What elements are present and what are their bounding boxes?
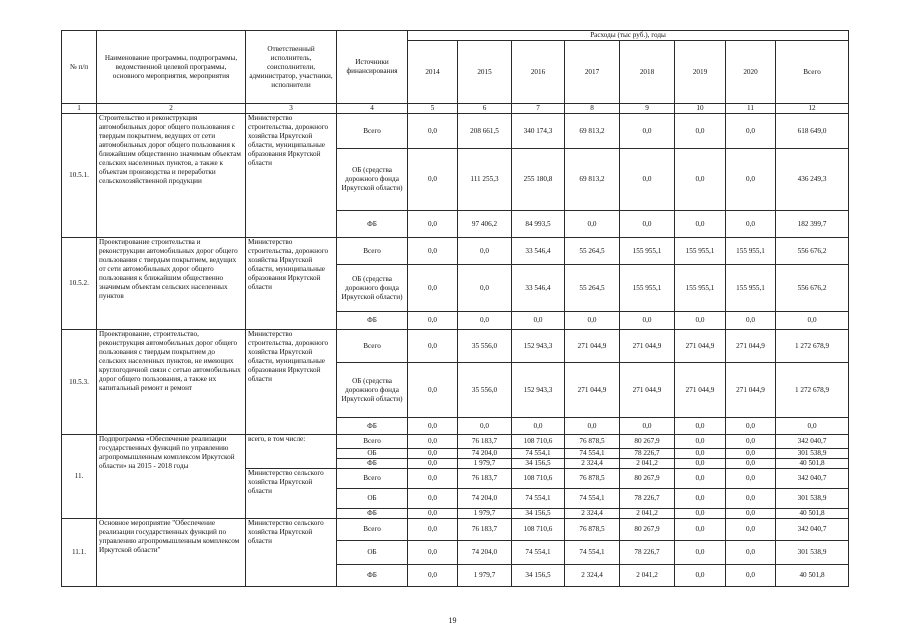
amount-cell: 108 710,6: [512, 435, 565, 449]
header-total: Всего: [776, 41, 849, 104]
funding-source: ОБ: [337, 489, 408, 509]
header-year: 2017: [565, 41, 620, 104]
amount-cell: 34 156,5: [512, 565, 565, 587]
column-index: 11: [726, 104, 776, 114]
amount-cell: 0,0: [726, 449, 776, 459]
row-number: 11.1.: [62, 519, 97, 587]
amount-cell: 78 226,7: [620, 489, 675, 509]
amount-cell: 76 878,5: [565, 435, 620, 449]
amount-cell: 0,0: [675, 211, 726, 238]
amount-cell: 0,0: [726, 418, 776, 435]
funding-source: ФБ: [337, 418, 408, 435]
amount-cell: 0,0: [408, 418, 458, 435]
column-index: 8: [565, 104, 620, 114]
program-name: Проектирование, строительство, реконструкция автомобильных дорог общего пользования с твердым покрытием до сельских населенных пунктов, не имеющих круглогодичной связи с сетью автомобильных дорог общего пользования, а также их капитальный ремонт и ремонт: [97, 330, 246, 435]
program-name: Проектирование строительства и реконструкции автомобильных дорог общего пользования с твердым покрытием, ведущих от сети автомобильных дорог общего пользования к ближайшим общественно значимым объектам сельских населенных пунктов: [97, 238, 246, 330]
amount-cell: 74 554,1: [512, 541, 565, 565]
amount-cell: 0,0: [776, 312, 849, 330]
amount-cell: 152 943,3: [512, 330, 565, 363]
amount-cell: 40 501,8: [776, 565, 849, 587]
program-name: Строительство и реконструкция автомобильных дорог общего пользования с твердым покрытием, ведущих от сети автомобильных дорог общего пользования к ближайшим общественно значимым объектам сельских населенных пунктов, а также к объектам производства и переработки сельскохозяйственной продукции: [97, 114, 246, 238]
amount-cell: 301 538,9: [776, 489, 849, 509]
funding-source: ОБ (средства дорожного фонда Иркутской области): [337, 265, 408, 312]
amount-cell: 0,0: [675, 509, 726, 519]
funding-source: Всего: [337, 330, 408, 363]
amount-cell: 78 226,7: [620, 449, 675, 459]
amount-cell: 271 044,9: [565, 363, 620, 418]
amount-cell: 271 044,9: [565, 330, 620, 363]
funding-source: ФБ: [337, 459, 408, 469]
amount-cell: 0,0: [408, 489, 458, 509]
responsible-executor: Министерство сельского хозяйства Иркутской области: [246, 519, 337, 587]
amount-cell: 0,0: [408, 509, 458, 519]
amount-cell: 0,0: [408, 565, 458, 587]
amount-cell: 2 041,2: [620, 565, 675, 587]
amount-cell: 342 040,7: [776, 435, 849, 449]
amount-cell: 271 044,9: [675, 330, 726, 363]
amount-cell: 0,0: [408, 238, 458, 265]
amount-cell: 342 040,7: [776, 519, 849, 541]
amount-cell: 0,0: [675, 459, 726, 469]
amount-cell: 97 406,2: [458, 211, 512, 238]
amount-cell: 35 556,0: [458, 363, 512, 418]
amount-cell: 74 204,0: [458, 489, 512, 509]
amount-cell: 80 267,9: [620, 519, 675, 541]
amount-cell: 33 546,4: [512, 238, 565, 265]
amount-cell: 0,0: [408, 519, 458, 541]
funding-source: ФБ: [337, 509, 408, 519]
amount-cell: 69 813,2: [565, 114, 620, 149]
amount-cell: 0,0: [408, 265, 458, 312]
amount-cell: 271 044,9: [726, 330, 776, 363]
amount-cell: 556 676,2: [776, 238, 849, 265]
amount-cell: 2 324,4: [565, 459, 620, 469]
funding-source: Всего: [337, 519, 408, 541]
amount-cell: 155 955,1: [726, 265, 776, 312]
header-year: 2018: [620, 41, 675, 104]
funding-source: ФБ: [337, 312, 408, 330]
amount-cell: 436 249,3: [776, 149, 849, 211]
amount-cell: 155 955,1: [726, 238, 776, 265]
amount-cell: 74 554,1: [565, 489, 620, 509]
column-index: 10: [675, 104, 726, 114]
amount-cell: 155 955,1: [675, 265, 726, 312]
amount-cell: 182 399,7: [776, 211, 849, 238]
amount-cell: 80 267,9: [620, 469, 675, 489]
amount-cell: 0,0: [408, 363, 458, 418]
responsible-executor: Министерство строительства, дорожного хозяйства Иркутской области, муниципальные образования Иркутской области: [246, 330, 337, 435]
amount-cell: 208 661,5: [458, 114, 512, 149]
amount-cell: 0,0: [675, 418, 726, 435]
amount-cell: 40 501,8: [776, 459, 849, 469]
funding-source: Всего: [337, 469, 408, 489]
amount-cell: 76 183,7: [458, 469, 512, 489]
funding-source: ОБ: [337, 449, 408, 459]
amount-cell: 76 878,5: [565, 519, 620, 541]
column-index: 7: [512, 104, 565, 114]
amount-cell: 0,0: [408, 114, 458, 149]
amount-cell: 74 204,0: [458, 541, 512, 565]
amount-cell: 0,0: [726, 459, 776, 469]
amount-cell: 0,0: [675, 541, 726, 565]
amount-cell: 0,0: [512, 418, 565, 435]
funding-source: ОБ (средства дорожного фонда Иркутской области): [337, 149, 408, 211]
amount-cell: 0,0: [726, 541, 776, 565]
column-index: 9: [620, 104, 675, 114]
amount-cell: 0,0: [620, 114, 675, 149]
amount-cell: 1 272 678,9: [776, 330, 849, 363]
amount-cell: 2 324,4: [565, 509, 620, 519]
responsible-executor: Министерство строительства, дорожного хозяйства Иркутской области, муниципальные образования Иркутской области: [246, 114, 337, 238]
amount-cell: 34 156,5: [512, 509, 565, 519]
amount-cell: 0,0: [408, 459, 458, 469]
row-number: 10.5.1.: [62, 114, 97, 238]
amount-cell: 80 267,9: [620, 435, 675, 449]
amount-cell: 2 041,2: [620, 459, 675, 469]
amount-cell: 78 226,7: [620, 541, 675, 565]
amount-cell: 618 649,0: [776, 114, 849, 149]
amount-cell: 0,0: [512, 312, 565, 330]
amount-cell: 55 264,5: [565, 238, 620, 265]
amount-cell: 76 878,5: [565, 469, 620, 489]
amount-cell: 74 554,1: [565, 541, 620, 565]
amount-cell: 0,0: [726, 211, 776, 238]
amount-cell: 152 943,3: [512, 363, 565, 418]
responsible-executor: Министерство сельского хозяйства Иркутской области: [246, 469, 337, 519]
amount-cell: 35 556,0: [458, 330, 512, 363]
amount-cell: 0,0: [408, 449, 458, 459]
amount-cell: 0,0: [726, 149, 776, 211]
amount-cell: 0,0: [726, 509, 776, 519]
row-number: 10.5.2.: [62, 238, 97, 330]
amount-cell: 0,0: [408, 541, 458, 565]
amount-cell: 34 156,5: [512, 459, 565, 469]
amount-cell: 0,0: [726, 114, 776, 149]
program-name: Основное мероприятие "Обеспечение реализации государственных функций по управлению агропромышленным комплексом Иркутской области": [97, 519, 246, 587]
header-year: 2014: [408, 41, 458, 104]
amount-cell: 556 676,2: [776, 265, 849, 312]
amount-cell: 0,0: [675, 469, 726, 489]
amount-cell: 0,0: [458, 238, 512, 265]
amount-cell: 271 044,9: [620, 330, 675, 363]
column-index: 5: [408, 104, 458, 114]
row-number: 10.5.3.: [62, 330, 97, 435]
amount-cell: 2 324,4: [565, 565, 620, 587]
amount-cell: 0,0: [408, 435, 458, 449]
amount-cell: 0,0: [675, 312, 726, 330]
budget-table: [61, 30, 849, 587]
amount-cell: 155 955,1: [675, 238, 726, 265]
amount-cell: 1 979,7: [458, 459, 512, 469]
header-year: 2020: [726, 41, 776, 104]
amount-cell: 0,0: [408, 149, 458, 211]
amount-cell: 271 044,9: [675, 363, 726, 418]
responsible-executor: всего, в том числе:: [246, 435, 337, 469]
amount-cell: 1 979,7: [458, 565, 512, 587]
amount-cell: 0,0: [458, 312, 512, 330]
amount-cell: 0,0: [408, 330, 458, 363]
amount-cell: 0,0: [675, 489, 726, 509]
amount-cell: 1 979,7: [458, 509, 512, 519]
amount-cell: 74 554,1: [565, 449, 620, 459]
amount-cell: 0,0: [675, 435, 726, 449]
funding-source: ФБ: [337, 565, 408, 587]
program-name: Подпрограмма «Обеспечение реализации государственных функций по управлению агропромышленным комплексом Иркутской области» на 2015 - 2018 годы: [97, 435, 246, 519]
amount-cell: 271 044,9: [726, 363, 776, 418]
amount-cell: 0,0: [408, 469, 458, 489]
amount-cell: 255 180,8: [512, 149, 565, 211]
amount-cell: 0,0: [675, 114, 726, 149]
amount-cell: 155 955,1: [620, 265, 675, 312]
amount-cell: 340 174,3: [512, 114, 565, 149]
amount-cell: 0,0: [675, 149, 726, 211]
amount-cell: 0,0: [675, 449, 726, 459]
amount-cell: 0,0: [620, 312, 675, 330]
responsible-executor: Министерство строительства, дорожного хозяйства Иркутской области, муниципальные образования Иркутской области: [246, 238, 337, 330]
page-number: 19: [448, 616, 457, 625]
amount-cell: 155 955,1: [620, 238, 675, 265]
amount-cell: 0,0: [620, 418, 675, 435]
amount-cell: 74 204,0: [458, 449, 512, 459]
column-index: 4: [337, 104, 408, 114]
column-index: 2: [97, 104, 246, 114]
row-number: 11.: [62, 435, 97, 519]
funding-source: Всего: [337, 238, 408, 265]
amount-cell: 2 041,2: [620, 509, 675, 519]
header-sources: Источники финансирования: [337, 31, 408, 104]
amount-cell: 33 546,4: [512, 265, 565, 312]
funding-source: Всего: [337, 435, 408, 449]
amount-cell: 0,0: [565, 211, 620, 238]
column-index: 12: [776, 104, 849, 114]
amount-cell: 0,0: [675, 565, 726, 587]
header-expenses: Расходы (тыс руб.), годы: [408, 31, 849, 41]
funding-source: ОБ: [337, 541, 408, 565]
column-index: 6: [458, 104, 512, 114]
amount-cell: 0,0: [620, 149, 675, 211]
header-name: Наименование программы, подпрограммы, ведомственной целевой программы, основного мероприятия, мероприятия: [97, 31, 246, 104]
amount-cell: 0,0: [565, 312, 620, 330]
column-index: 3: [246, 104, 337, 114]
amount-cell: 0,0: [776, 418, 849, 435]
amount-cell: 301 538,9: [776, 449, 849, 459]
funding-source: ОБ (средства дорожного фонда Иркутской области): [337, 363, 408, 418]
amount-cell: 84 993,5: [512, 211, 565, 238]
amount-cell: 55 264,5: [565, 265, 620, 312]
amount-cell: 301 538,9: [776, 541, 849, 565]
amount-cell: 0,0: [620, 211, 675, 238]
table-body: [62, 31, 849, 587]
amount-cell: 342 040,7: [776, 469, 849, 489]
amount-cell: 76 183,7: [458, 435, 512, 449]
amount-cell: 271 044,9: [620, 363, 675, 418]
amount-cell: 0,0: [726, 519, 776, 541]
amount-cell: 0,0: [675, 519, 726, 541]
amount-cell: 0,0: [726, 312, 776, 330]
funding-source: ФБ: [337, 211, 408, 238]
amount-cell: 40 501,8: [776, 509, 849, 519]
header-year: 2016: [512, 41, 565, 104]
amount-cell: 111 255,3: [458, 149, 512, 211]
amount-cell: 74 554,1: [512, 449, 565, 459]
amount-cell: 0,0: [458, 265, 512, 312]
header-year: 2019: [675, 41, 726, 104]
header-responsible: Ответственный исполнитель, соисполнители, администратор, участники, исполнители: [246, 31, 337, 104]
amount-cell: 0,0: [565, 418, 620, 435]
amount-cell: 0,0: [408, 211, 458, 238]
funding-source: Всего: [337, 114, 408, 149]
amount-cell: 108 710,6: [512, 519, 565, 541]
amount-cell: 0,0: [726, 489, 776, 509]
amount-cell: 0,0: [408, 312, 458, 330]
amount-cell: 1 272 678,9: [776, 363, 849, 418]
column-index: 1: [62, 104, 97, 114]
amount-cell: 76 183,7: [458, 519, 512, 541]
header-year: 2015: [458, 41, 512, 104]
amount-cell: 74 554,1: [512, 489, 565, 509]
amount-cell: 0,0: [726, 469, 776, 489]
header-num: № п/п: [62, 31, 97, 104]
amount-cell: 0,0: [458, 418, 512, 435]
amount-cell: 108 710,6: [512, 469, 565, 489]
amount-cell: 0,0: [726, 565, 776, 587]
amount-cell: 69 813,2: [565, 149, 620, 211]
amount-cell: 0,0: [726, 435, 776, 449]
